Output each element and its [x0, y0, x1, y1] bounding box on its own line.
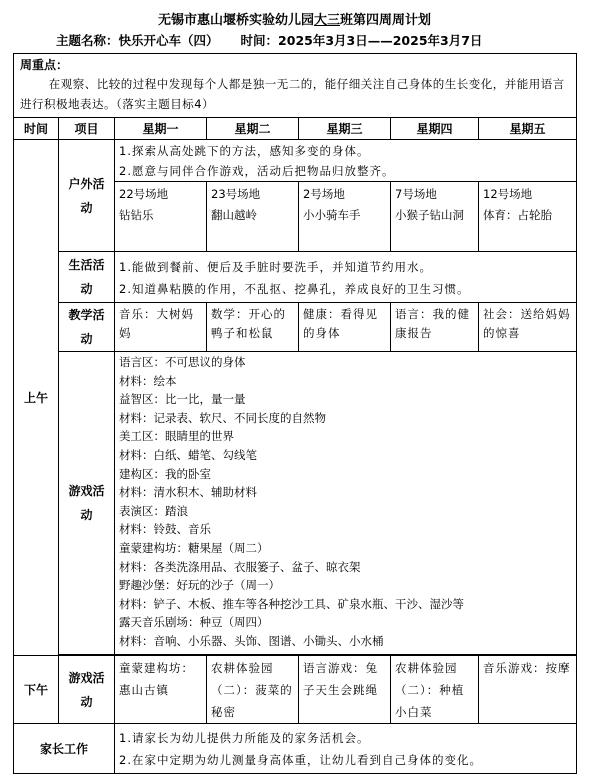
game-area: 童蒙建构坊：糖果屋（周二） [119, 540, 269, 555]
teaching-tuesday: 数学：开心的鸭子和松鼠 [207, 303, 299, 352]
game-material: 材料：各类洗涤用品、衣服篓子、盆子、晾衣架 [119, 559, 361, 574]
focus-text: 在观察、比较的过程中发现每个人都是独一无二的，能仔细关注自己身体的生长变化，并能用语言进行积极地表达。（落实主题目标4） [20, 77, 565, 111]
col-header-time: 时间 [14, 118, 59, 140]
game-area: 露天音乐剧场：种豆（周四） [119, 615, 269, 630]
outdoor-site-friday [479, 182, 577, 252]
afternoon-tuesday: 农耕体验园（二）：菠菜的秘密 [207, 656, 299, 724]
game-area: 表演区：踏浪 [119, 503, 188, 518]
afternoon-row [14, 656, 577, 724]
teaching-wednesday: 健康：看得见的身体 [299, 303, 391, 352]
focus-row [14, 54, 577, 118]
game-material: 材料：铃鼓、音乐 [119, 522, 211, 537]
outdoor-goal: 1.探索从高处跳下的方法，感知多变的身体。 [119, 144, 370, 158]
site-number: 12号场地 [483, 187, 533, 201]
morning-label: 上午 [14, 140, 59, 656]
title-suffix: 班第四周周计划 [340, 13, 432, 28]
col-header-tuesday: 星期二 [207, 118, 299, 140]
site-number: 2号场地 [303, 187, 345, 201]
site-number: 23号场地 [211, 187, 261, 201]
site-activity: 体育：占轮胎 [483, 208, 552, 222]
afternoon-thursday: 农耕体验园（二）：种植小白菜 [391, 656, 479, 724]
game-material: 材料：铲子、木板、推车等各种挖沙工具、矿泉水瓶、干沙、湿沙等 [119, 596, 464, 611]
life-item: 2.知道鼻粘膜的作用，不乱抠、挖鼻孔，养成良好的卫生习惯。 [119, 282, 470, 296]
focus-title: 周重点： [20, 58, 69, 72]
site-number: 22号场地 [119, 187, 169, 201]
col-header-thursday: 星期四 [391, 118, 479, 140]
game-material: 材料：音响、小乐器、头饰、图谱、小锄头、小水桶 [119, 633, 384, 648]
time-label: 时间： [240, 33, 279, 48]
game-material: 材料：绘本 [119, 373, 177, 388]
afternoon-label: 下午 [14, 656, 59, 724]
games-content [115, 352, 577, 655]
title-school: 无锡市惠山堰桥实验幼儿园 [157, 13, 314, 28]
parents-item: 1.请家长为幼儿提供力所能及的家务活机会。 [119, 731, 370, 745]
game-area: 建构区：我的卧室 [119, 466, 211, 481]
life-item: 1.能做到餐前、便后及手脏时要洗手，并知道节约用水。 [119, 260, 432, 274]
teaching-row [14, 303, 577, 352]
teaching-thursday: 语言：我的健康报告 [391, 303, 479, 352]
outdoor-site-thursday [391, 182, 479, 252]
game-area: 益智区：比一比，量一量 [119, 392, 246, 407]
games-label: 游戏活动 [59, 352, 115, 655]
theme-label: 主题名称： [56, 33, 119, 48]
afternoon-games-label: 游戏活动 [59, 656, 115, 724]
teaching-label: 教学活动 [59, 303, 115, 352]
outdoor-site-monday [115, 182, 207, 252]
game-area: 野趣沙堡：好玩的沙子（周一） [119, 578, 280, 593]
site-activity: 小猴子钻山洞 [395, 208, 464, 222]
col-header-monday: 星期一 [115, 118, 207, 140]
theme-time-line [56, 31, 482, 49]
outdoor-site-wednesday [299, 182, 391, 252]
time-value: 2025年3月3日——2025年3月7日 [278, 33, 483, 48]
col-header-wednesday: 星期三 [299, 118, 391, 140]
parents-row [14, 724, 577, 774]
life-row [14, 252, 577, 303]
teaching-monday: 音乐：大树妈妈 [115, 303, 207, 352]
teaching-friday: 社会：送给妈妈的惊喜 [479, 303, 577, 352]
site-activity: 小小骑车手 [303, 208, 361, 222]
outdoor-label: 户外活动 [59, 140, 115, 252]
header-row [14, 118, 577, 140]
site-number: 7号场地 [395, 187, 437, 201]
game-material: 材料：记录表、软尺、不同长度的自然物 [119, 410, 326, 425]
theme-name: 快乐开心车（四） [118, 33, 219, 48]
title-class: 大三 [313, 13, 340, 28]
page-title [0, 9, 589, 28]
game-material: 材料：清水积木、辅助材料 [119, 485, 257, 500]
outdoor-goal: 2.愿意与同伴合作游戏，活动后把物品归放整齐。 [119, 164, 395, 178]
outdoor-goals-row [14, 140, 577, 182]
game-area: 语言区：不可思议的身体 [119, 355, 246, 369]
afternoon-wednesday: 语言游戏：兔子天生会跳绳 [299, 656, 391, 724]
parents-label: 家长工作 [14, 724, 115, 774]
site-activity: 钻钻乐 [119, 208, 154, 222]
plan-table [13, 53, 577, 774]
life-label: 生活活动 [59, 252, 115, 303]
afternoon-monday: 童蒙建构坊：惠山古镇 [115, 656, 207, 724]
col-header-item: 项目 [59, 118, 115, 140]
outdoor-site-tuesday [207, 182, 299, 252]
col-header-friday: 星期五 [479, 118, 577, 140]
games-row [14, 352, 577, 655]
afternoon-friday: 音乐游戏：按摩 [479, 656, 577, 724]
game-area: 美工区：眼睛里的世界 [119, 429, 234, 444]
game-material: 材料：白纸、蜡笔、勾线笔 [119, 447, 257, 462]
parents-item: 2.在家中定期为幼儿测量身高体重，让幼儿看到自己身体的变化。 [119, 753, 482, 767]
site-activity: 翻山越岭 [211, 208, 257, 222]
